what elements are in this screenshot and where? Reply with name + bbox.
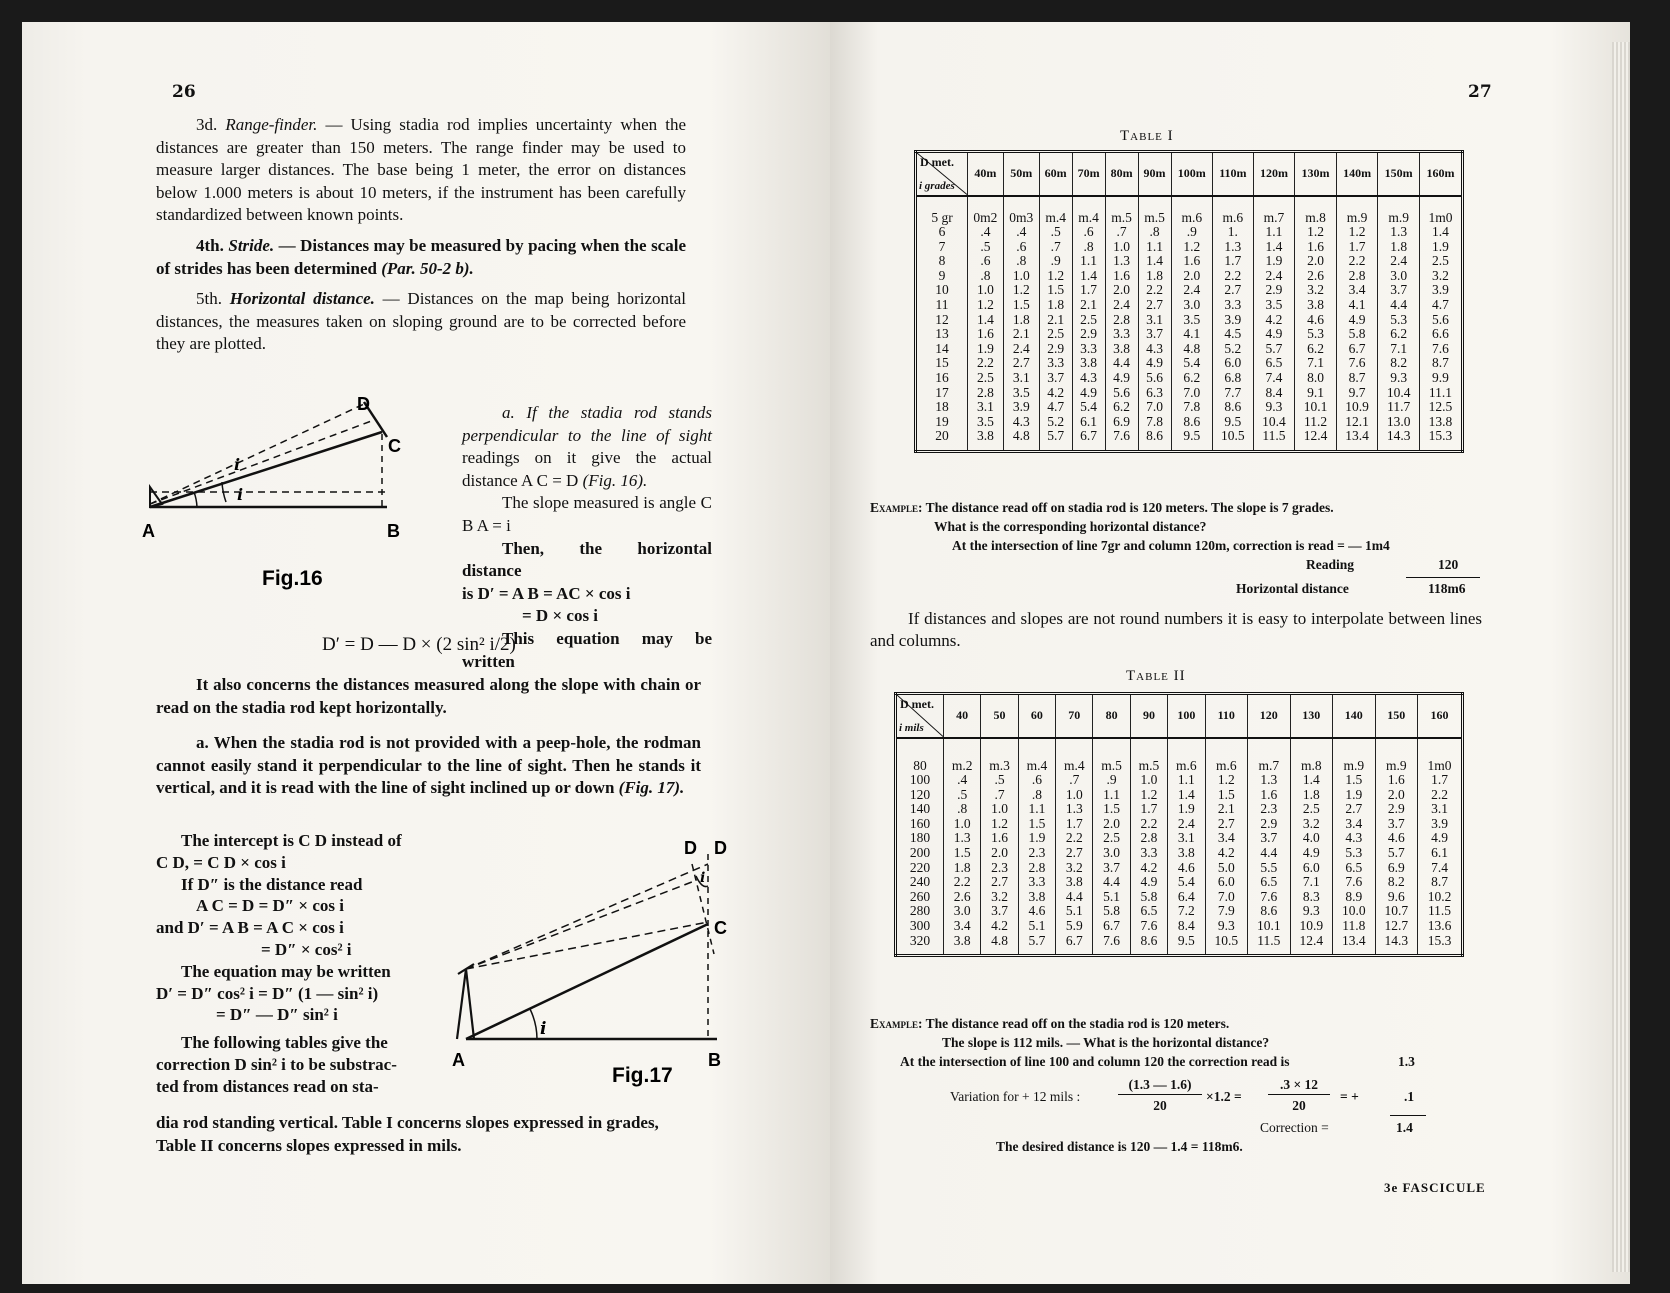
line-equation: The equation may be written — [181, 961, 391, 981]
fig17-label-d: D — [684, 838, 697, 858]
fig16-caption: Fig.16 — [262, 567, 323, 590]
table1-col-values: m.8 1.2 1.6 2.0 2.6 3.2 3.8 4.6 5.3 6.2 7.1 8.0 9.1 10.1 11.2 12.4 — [1295, 196, 1337, 452]
table1-col-header: 40m — [968, 152, 1004, 196]
page-edge — [1612, 42, 1630, 1272]
page-number: 26 — [172, 82, 196, 102]
table1-col-header: 70m — [1072, 152, 1105, 196]
table1-col-values: m.7 1.1 1.4 1.9 2.4 2.9 3.5 4.2 4.9 5.7 6.5 7.4 8.4 9.3 10.4 11.5 — [1253, 196, 1295, 452]
fig17-label-c: C — [714, 918, 727, 938]
table1-col-values: 0m2 .4 .5 .6 .8 1.0 1.2 1.4 1.6 1.9 2.2 2.5 2.8 3.1 3.5 3.8 — [968, 196, 1004, 452]
table2-col-header: 150 — [1375, 694, 1418, 738]
table2-col-header: 70 — [1056, 694, 1093, 738]
table2-col-values: m.5 .9 1.1 1.5 2.0 2.5 3.0 3.7 4.4 5.1 5.8 6.7 7.6 — [1093, 738, 1130, 956]
table2-col-values: m.6 1.2 1.5 2.1 2.7 3.4 4.2 5.0 6.0 7.0 7.9 9.3 10.5 — [1205, 738, 1248, 956]
table1-col-header: 130m — [1295, 152, 1337, 196]
table2-col-values: m.8 1.4 1.8 2.5 3.2 4.0 4.9 6.0 7.1 8.3 9.3 10.9 12.4 — [1290, 738, 1333, 956]
right-page — [830, 22, 1630, 1284]
paragraph-last: dia rod standing vertical. Table I concerns slopes expressed in grades, Table II concerns slopes expressed in mils. — [156, 1113, 659, 1155]
table2-col-values: m.3 .5 .7 1.0 1.2 1.6 2.0 2.3 2.7 3.2 3.7 4.2 4.8 — [981, 738, 1018, 956]
table1-col-values: m.6 .9 1.2 1.6 2.0 2.4 3.0 3.5 4.1 4.8 5.4 6.2 7.0 7.8 8.6 9.5 — [1171, 196, 1213, 452]
fig16-label-b: B — [387, 521, 400, 541]
table2-col-values: m.4 .6 .8 1.1 1.5 1.9 2.3 2.8 3.3 3.8 4.6 5.1 5.7 — [1018, 738, 1055, 956]
table2-col-values: m.2 .4 .5 .8 1.0 1.3 1.5 1.8 2.2 2.6 3.0 3.4 3.8 — [944, 738, 981, 956]
line-correction: correction D sin² i to be substrac- — [156, 1054, 397, 1074]
paragraph-perpendicular: a. If the stadia rod stands perpendicular to the line of sight readings on it give the actual distance A C = D (Fig. 16). — [462, 403, 712, 490]
line-intercept: The intercept is C D instead of — [181, 831, 402, 850]
line-sin2-b: = D″ — D″ sin² i — [216, 1005, 338, 1025]
table2-col-header: 100 — [1168, 694, 1205, 738]
paragraph-then-3: = D × cos i — [522, 606, 599, 626]
line-if-d: If D″ is the distance read — [181, 874, 363, 894]
table2-row-labels: 80 100 120 140 160 180 200 220 240 260 280 300 320 — [909, 757, 931, 948]
example-2: Example: The distance read off on the stadia rod is 120 meters. The slope is 112 mils. — What is the horizontal distance? At the intersection of line 100 and column 120 the correction read is 1.3 Variation for + 12 mils : (1.3 — 1.6) 20 ×1.2 = .3 × 12 20 = + .1 Correction = 1.4 The desired distance is 120 — 1.4 = 118m6. — [870, 1014, 1480, 1156]
table2-col-header: 60 — [1018, 694, 1055, 738]
fig17-caption: Fig.17 — [612, 1064, 673, 1087]
paragraph-stride: 4th. Stride. — Distances may be measured by pacing when the scale of strides has been determined (Par. 50-2 b). — [156, 235, 686, 278]
fig17-label-b: B — [708, 1050, 721, 1070]
line-cos2: = D″ × cos² i — [261, 939, 352, 959]
paragraph-equation: This equation may be written — [462, 628, 712, 671]
line-cd: C D, = C D × cos i — [156, 852, 286, 872]
table2-col-values: m.7 1.3 1.6 2.3 2.9 3.7 4.4 5.5 6.5 7.6 8.6 10.1 11.5 — [1248, 738, 1291, 956]
fig17-sight-2 — [466, 880, 697, 969]
fig16-angle-arc — [194, 492, 197, 507]
table1-col-header: 160m — [1419, 152, 1462, 196]
table1-col-header: 80m — [1105, 152, 1138, 196]
table2-col-header: 90 — [1130, 694, 1167, 738]
table1-col-header: 140m — [1336, 152, 1378, 196]
table-grades — [914, 150, 1464, 453]
table1-col-header: 100m — [1171, 152, 1213, 196]
table1-col-values: m.5 .7 1.0 1.3 1.6 2.0 2.4 2.8 3.3 3.8 4.4 4.9 5.6 6.2 6.9 7.6 — [1105, 196, 1138, 452]
left-page — [22, 22, 830, 1284]
table2-col-header: 50 — [981, 694, 1018, 738]
fig17-slope-line — [466, 924, 708, 1039]
fig17-angle-arc — [530, 1009, 537, 1039]
fig17-label-a: A — [452, 1050, 465, 1070]
table2-col-header: 130 — [1290, 694, 1333, 738]
table1-corner: D met. i grades — [916, 152, 968, 196]
paragraph-horizontal-distance: 5th. Horizontal distance. — Distances on the map being horizontal distances, the measures taken on sloping ground are to be corrected before they are plotted. — [156, 289, 686, 354]
table2-col-values: 1m0 1.7 2.2 3.1 3.9 4.9 6.1 7.4 8.7 10.2 11.5 13.6 15.3 — [1418, 738, 1463, 956]
paragraph-then-1: Then, the horizontal distance — [462, 538, 712, 581]
table2-col-values: m.6 1.1 1.4 1.9 2.4 3.1 3.8 4.6 5.4 6.4 7.2 8.4 9.5 — [1168, 738, 1205, 956]
table2-col-values: m.4 .7 1.0 1.3 1.7 2.2 2.7 3.2 3.8 4.4 5.1 5.9 6.7 — [1056, 738, 1093, 956]
line-ted: ted from distances read on sta- — [156, 1076, 379, 1096]
fig16-slope-line — [150, 432, 382, 507]
line-and-d: and D′ = A B = A C × cos i — [156, 918, 344, 938]
fig17-label-d-prime: D — [714, 838, 727, 858]
fig16-label-a: A — [142, 521, 155, 541]
table1-col-values: m.5 .8 1.1 1.4 1.8 2.2 2.7 3.1 3.7 4.3 4.9 5.6 6.3 7.0 7.8 8.6 — [1138, 196, 1171, 452]
text-block-intercept — [156, 830, 446, 1098]
paragraph-slope: The slope measured is angle C B A = i — [462, 493, 712, 535]
table2-col-header: 40 — [944, 694, 981, 738]
fig16-sight-upper — [150, 404, 364, 504]
table1-col-values: m.6 1. 1.3 1.7 2.2 2.7 3.3 3.9 4.5 5.2 6.0 6.8 7.7 8.6 9.5 10.5 — [1213, 196, 1254, 452]
fig16-label-c: C — [388, 436, 401, 456]
fig17-sight-3 — [466, 922, 708, 969]
fig16-label-i-lower: i — [237, 485, 244, 504]
paragraph-range-finder: 3d. Range-finder. — Using stadia rod implies uncertainty when the distances are greater than 150 meters. The range finder may be used to measure larger distances. The base being 1 meter, the error on distances below 1.000 meters is about 10 meters, if the instrument has been carefully standardized between known points. — [156, 115, 687, 225]
figure-16 — [142, 392, 442, 592]
fig16-label-i-upper: i — [234, 455, 241, 474]
line-tables: The following tables give the — [181, 1033, 388, 1053]
fig17-label-i-upper: i — [700, 870, 706, 886]
table1-col-header: 90m — [1138, 152, 1171, 196]
formula-sin: D′ = D — D × (2 sin² i/2) — [322, 634, 516, 655]
table2-col-header: 120 — [1248, 694, 1291, 738]
figure-17 — [452, 834, 752, 1089]
table2-title: Table II — [1126, 668, 1186, 684]
table1-title: Table I — [1120, 128, 1174, 144]
table-mils — [894, 692, 1464, 957]
fig17-sight-1 — [466, 864, 708, 969]
table1-col-header: 60m — [1039, 152, 1072, 196]
paragraph-interpolate: If distances and slopes are not round numbers it is easy to interpolate between lines and columns. — [870, 609, 1482, 650]
table2-col-header: 80 — [1093, 694, 1130, 738]
page-number: 27 — [1468, 82, 1492, 102]
book-spread — [10, 22, 1630, 1284]
table1-col-values: m.9 1.3 1.8 2.4 3.0 3.7 4.4 5.3 6.2 7.1 8.2 9.3 10.4 11.7 13.0 14.3 — [1378, 196, 1420, 452]
line-sin2: D′ = D″ cos² i = D″ (1 — sin² i) — [156, 983, 379, 1003]
table1-col-values: 1m0 1.4 1.9 2.5 3.2 3.9 4.7 5.6 6.6 7.6 8.7 9.9 11.1 12.5 13.8 15.3 — [1419, 196, 1462, 452]
footer-fascicule: 3e FASCICULE — [1384, 1180, 1486, 1195]
variation-formula: Variation for + 12 mils : (1.3 — 1.6) 20 ×1.2 = .3 × 12 20 = + .1 — [950, 1077, 1415, 1113]
fig17-label-i-lower: i — [540, 1019, 547, 1039]
example-1: Example: The distance read off on stadia rod is 120 meters. The slope is 7 grades. What is the corresponding horizontal distance? At the intersection of line 7gr and column 120m, correction is read = — 1m4 Reading 120 Horizontal distance 118m6 — [870, 498, 1480, 599]
paragraph-then-2: is D′ = A B = AC × cos i — [462, 583, 631, 603]
fig16-label-d: D — [357, 394, 370, 414]
table1-col-header: 150m — [1378, 152, 1420, 196]
table1-col-header: 120m — [1253, 152, 1295, 196]
table2-col-values: m.5 1.0 1.2 1.7 2.2 2.8 3.3 4.2 4.9 5.8 6.5 7.6 8.6 — [1130, 738, 1167, 956]
table1-row-labels: 5 gr 6 7 8 9 10 11 12 13 14 15 16 17 18 19 20 — [931, 209, 953, 444]
table1-col-header: 50m — [1003, 152, 1039, 196]
paragraph-peep-hole: a. When the stadia rod is not provided with a peep-hole, the rodman cannot easily stand it perpendicular to the line of sight. Then he stands it vertical, and it is read with the line of sight inclined up or down (Fig. 17). — [156, 733, 701, 798]
table1-col-header: 110m — [1213, 152, 1254, 196]
table2-col-header: 140 — [1333, 694, 1376, 738]
paragraph-also-concerns: It also concerns the distances measured along the slope with chain or read on the stadia rod kept horizontally. — [156, 675, 701, 717]
table2-col-header: 160 — [1418, 694, 1463, 738]
table1-col-values: m.9 1.2 1.7 2.2 2.8 3.4 4.1 4.9 5.8 6.7 7.6 8.7 9.7 10.9 12.1 13.4 — [1336, 196, 1378, 452]
table1-col-values: 0m3 .4 .6 .8 1.0 1.2 1.5 1.8 2.1 2.4 2.7 3.1 3.5 3.9 4.3 4.8 — [1003, 196, 1039, 452]
line-ac: A C = D = D″ × cos i — [196, 896, 345, 916]
table1-col-values: m.4 .6 .8 1.1 1.4 1.7 2.1 2.5 2.9 3.3 3.8 4.3 4.9 5.4 6.1 6.7 — [1072, 196, 1105, 452]
fig17-instrument — [457, 964, 474, 1039]
table2-corner: D met. i mils — [896, 694, 944, 738]
text-block-top — [156, 114, 686, 364]
table2-col-values: m.9 1.5 1.9 2.7 3.4 4.3 5.3 6.5 7.6 8.9 10.0 11.8 13.4 — [1333, 738, 1376, 956]
table1-col-values: m.4 .5 .7 .9 1.2 1.5 1.8 2.1 2.5 2.9 3.3 3.7 4.2 4.7 5.2 5.7 — [1039, 196, 1072, 452]
table2-col-header: 110 — [1205, 694, 1248, 738]
text-block-fig16 — [462, 402, 712, 673]
table2-col-values: m.9 1.6 2.0 2.9 3.7 4.6 5.7 6.9 8.2 9.6 10.7 12.7 14.3 — [1375, 738, 1418, 956]
